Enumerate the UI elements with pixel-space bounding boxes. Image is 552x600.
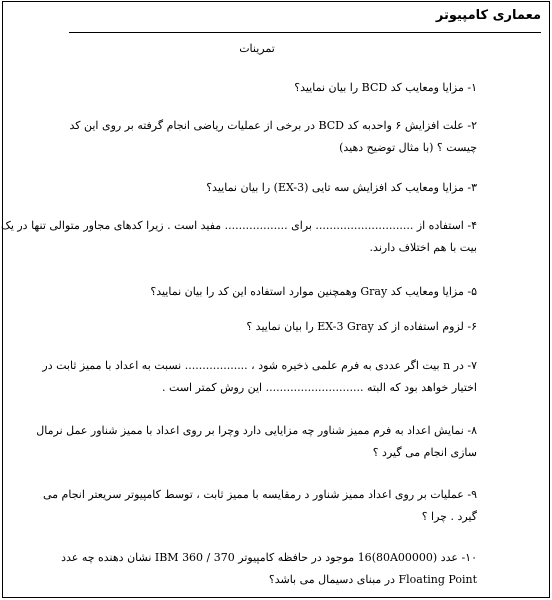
- question-line: ۷- در n بیت اگر عددی به فرم علمی ذخیره شود ، .................. نسبت به اعداد با ممیز ثابت در: [42, 359, 477, 372]
- question-line: ۸- نمایش اعداد به فرم ممیز شناور چه مزایایی دارد وچرا بر روی اعداد با ممیز شناور عمل نرمال: [36, 424, 477, 437]
- question-8: [36, 420, 477, 464]
- question-line: ۱- مزایا ومعایب کد BCD را بیان نمایید؟: [294, 81, 477, 94]
- question-6: [71, 316, 477, 338]
- document-page: [2, 1, 550, 598]
- question-10: [61, 547, 477, 591]
- question-2: [71, 115, 477, 159]
- question-line: اختیار خواهد بود که البته ............................ این روش کمتر است .: [162, 381, 477, 394]
- question-line: ۴- استفاده از ............................ برای .................. مفید است . زیرا کدهای مجاور متوالی تنها در یک: [0, 219, 477, 232]
- question-1: [71, 77, 477, 99]
- page-header: [69, 2, 541, 33]
- question-line: گیرد . چرا ؟: [421, 510, 477, 523]
- section-title: تمرینات: [239, 42, 275, 55]
- question-3: [71, 177, 477, 199]
- question-line: Floating Point در مبنای دسیمال می باشد؟: [268, 573, 477, 586]
- question-line: ۶- لزوم استفاده از کد EX-3 Gray را بیان نمایید ؟: [246, 320, 477, 333]
- question-line: ۹- عملیات بر روی اعداد ممیز شناور د رمقایسه با ممیز ثابت ، توسط کامپیوتر سریعتر انجام می: [42, 488, 477, 501]
- question-line: چیست ؟ (با مثال توضیح دهید): [339, 141, 477, 154]
- question-line: ۳- مزایا ومعایب کد افزایش سه تایی (EX-3) را بیان نمایید؟: [206, 181, 477, 194]
- question-line: ۱۰- عدد (80A00000)16 موجود در حافظه کامپیوتر IBM 360 / 370 نشان دهنده چه عدد: [61, 551, 477, 564]
- question-7: [42, 355, 477, 399]
- question-5: [71, 281, 477, 303]
- question-line: سازی انجام می گیرد ؟: [372, 446, 477, 459]
- page-title: معماری کامپیوتر: [435, 8, 541, 23]
- question-4: [0, 215, 477, 259]
- question-line: ۵- مزایا ومعایب کد Gray وهمچنین موارد استفاده این کد را بیان نمایید؟: [150, 285, 477, 298]
- question-line: ۲- علت افزایش ۶ واحدبه کد BCD در برخی از عملیات ریاضی انجام گرفته بر روی این کد: [69, 119, 477, 132]
- question-line: بیت با هم اختلاف دارند.: [369, 241, 477, 254]
- question-9: [42, 484, 477, 528]
